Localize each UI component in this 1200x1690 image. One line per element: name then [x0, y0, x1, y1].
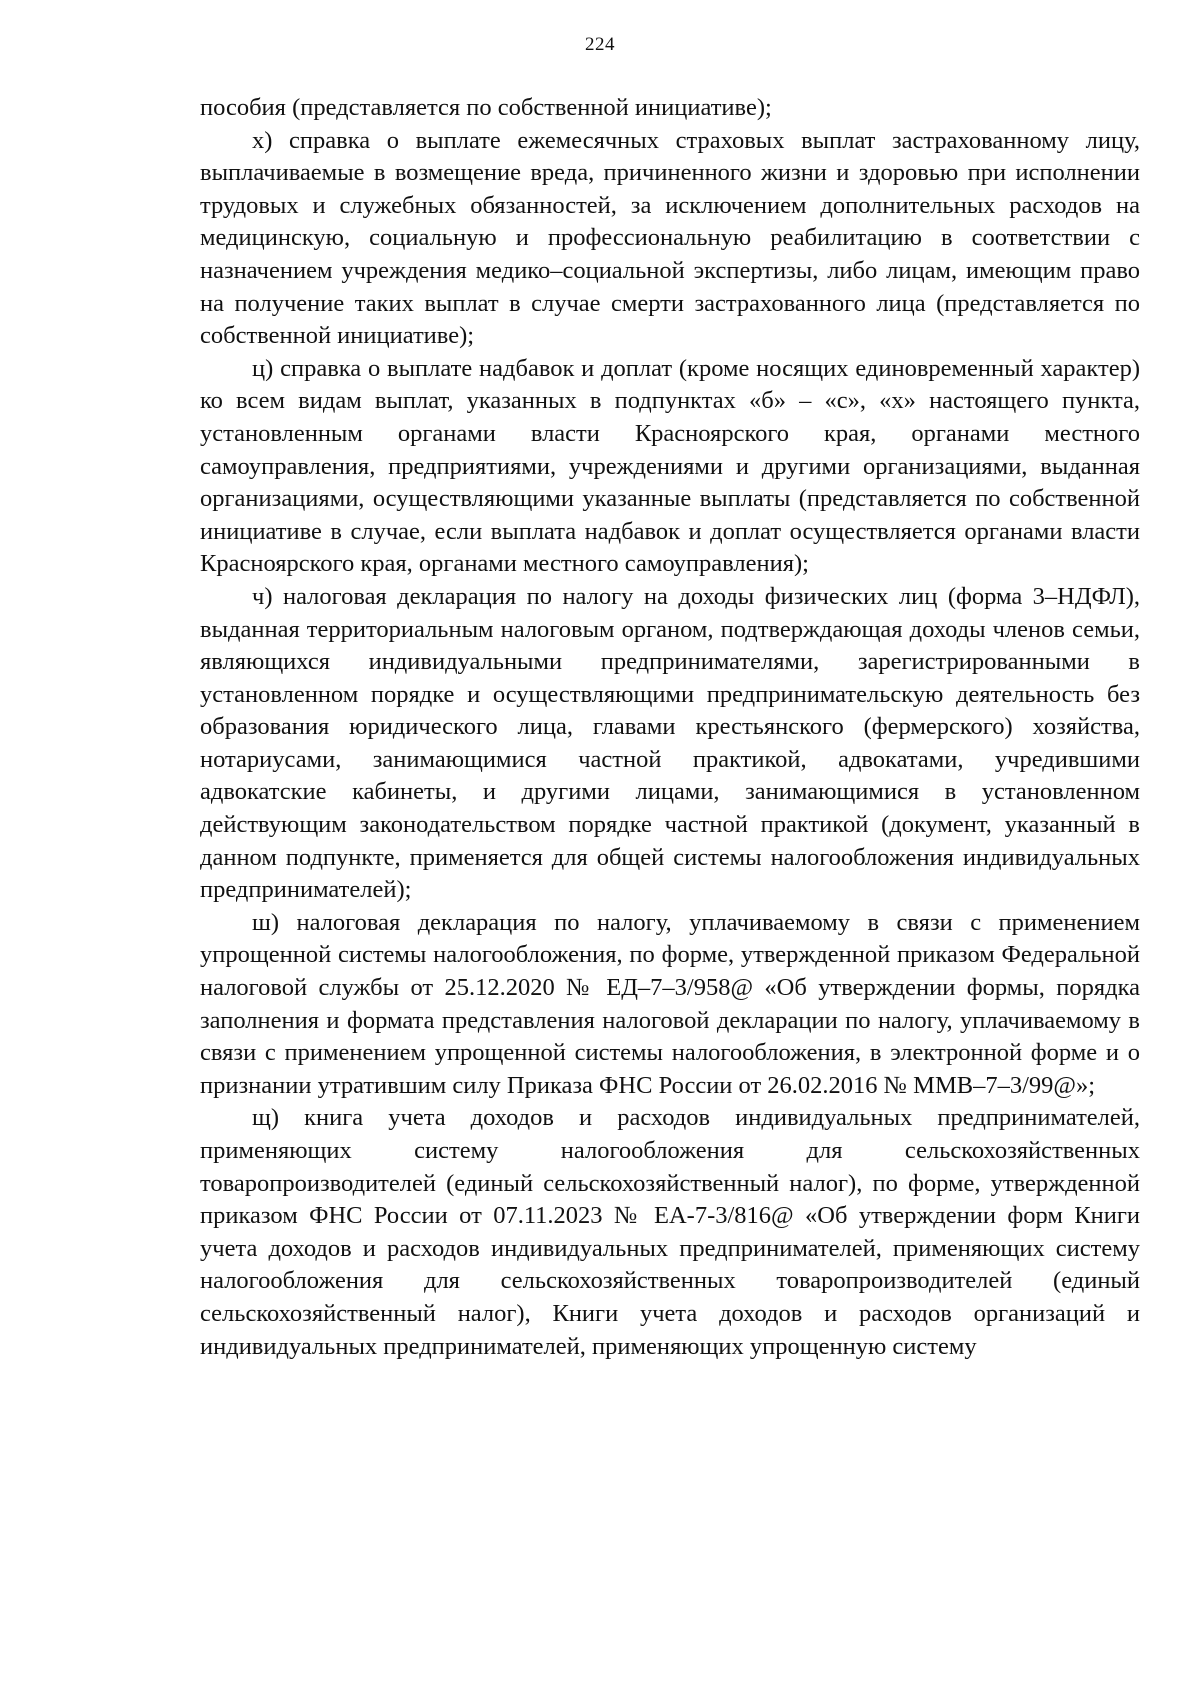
paragraph-item-ts: ц) справка о выплате надбавок и доплат (кроме носящих единовременный характер) ко всем видам выплат, указанных в подпунктах «б» – «с», «х» настоящего пункта, установленным органами власти Красноярского края, органами местного самоуправления, предприятиями, учреждениями и другими организациями, выданная организациями, осуществляющими указанные выплаты (представляется по собственной инициативе в случае, если выплата надбавок и доплат осуществляется органами власти Красноярского края, органами местного самоуправления); — [200, 354, 1140, 578]
paragraph-item-shch: щ) книга учета доходов и расходов индивидуальных предпринимателей, применяющих систему налогообложения для сельскохозяйственных товаропроизводителей (единый сельскохозяйственный налог), по форме, утвержденной приказом ФНС России от 07.11.2023 № ЕА-7-3/816@ «Об утверждении форм Книги учета доходов и расходов индивидуальных предпринимателей, применяющих систему налогообложения для сельскохозяйственных товаропроизводителей (единый сельскохозяйственный налог), Книги учета доходов и расходов организаций и индивидуальных предпринимателей, применяющих упрощенную систему — [200, 1104, 1140, 1360]
paragraph-item-kh: х) справка о выплате ежемесячных страховых выплат застрахованному лицу, выплачиваемые в возмещение вреда, причиненного жизни и здоровью при исполнении трудовых и служебных обязанностей, за исключением дополнительных расходов на медицинскую, социальную и профессиональную реабилитацию в соответствии с назначением учреждения медико–социальной экспертизы, либо лицам, имеющим право на получение таких выплат в случае смерти застрахованного лица (представляется по собственной инициативе); — [200, 126, 1140, 350]
paragraph-item-sh: ш) налоговая декларация по налогу, уплачиваемому в связи с применением упрощенной системы налогообложения, по форме, утвержденной приказом Федеральной налоговой службы от 25.12.2020 № ЕД–7–3/958@ «Об утверждении формы, порядка заполнения и формата представления налоговой декларации по налогу, уплачиваемому в связи с применением упрощенной системы налогообложения, в электронной форме и о признании утратившим силу Приказа ФНС России от 26.02.2016 № ММВ–7–3/99@»; — [200, 908, 1140, 1099]
paragraph-item-ch: ч) налоговая декларация по налогу на доходы физических лиц (форма 3–НДФЛ), выданная территориальным налоговым органом, подтверждающая доходы членов семьи, являющихся индивидуальными предпринимателями, зарегистрированными в установленном порядке и осуществляющими предпринимательскую деятельность без образования юридического лица, главами крестьянского (фермерского) хозяйства, нотариусами, занимающимися частной практикой, адвокатами, учредившими адвокатские кабинеты, и другими лицами, занимающимися в установленном действующим законодательством порядке частной практикой (документ, указанный в данном подпункте, применяется для общей системы налогообложения индивидуальных предпринимателей); — [200, 582, 1140, 904]
document-body — [200, 92, 1140, 1363]
page-number: 224 — [585, 34, 615, 55]
paragraph-continuation: пособия (представляется по собственной инициативе); — [200, 94, 772, 121]
